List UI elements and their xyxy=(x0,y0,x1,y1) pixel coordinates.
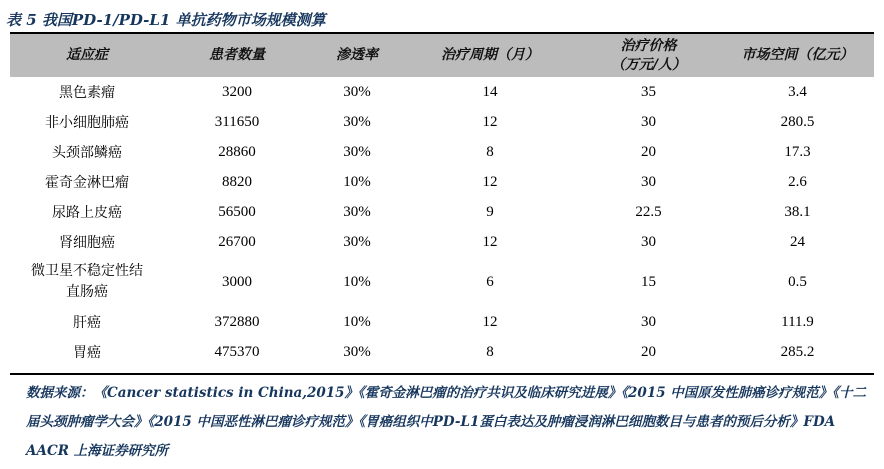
table-cell: 3.4 xyxy=(788,83,807,100)
column-header: 治疗周期（月） xyxy=(404,34,576,77)
table-cell: 20 xyxy=(641,143,656,160)
table-row xyxy=(10,307,874,337)
data-source-note: 数据来源：《Cancer statistics in China,2015》《霍奇金淋巴瘤的治疗共识及临床研究进展》《2015 中国原发性肺癌诊疗规范》《十二届头颈肿瘤学大会》《2015 中国恶性淋巴瘤诊疗规范》《胃癌组织中PD-L1蛋白表达及肿瘤浸润淋巴细胞数目与患者的预后分析》FDA AACR 上海证券研究所 xyxy=(26,385,867,459)
indication-cell: 黑色素瘤 xyxy=(59,85,115,101)
table-cell: 14 xyxy=(482,83,498,100)
table-row xyxy=(10,167,874,197)
table-cell: 56500 xyxy=(218,203,256,220)
table-row xyxy=(10,337,874,367)
table-title: 表 5 我国PD-1/PD-L1 单抗药物市场规模测算 xyxy=(6,11,326,29)
table-row xyxy=(10,107,874,137)
table-cell: 10% xyxy=(343,273,371,290)
table-cell: 30 xyxy=(641,113,656,130)
table-cell: 22.5 xyxy=(635,203,662,220)
table-cell: 30% xyxy=(343,83,371,100)
table-row xyxy=(10,227,874,257)
indication-cell: 微卫星不稳定性结 直肠癌 xyxy=(31,263,143,300)
table-cell: 12 xyxy=(482,313,498,330)
table-row xyxy=(10,137,874,167)
table-cell: 3000 xyxy=(222,273,252,290)
table-cell: 12 xyxy=(482,173,498,190)
indication-cell: 非小细胞肺癌 xyxy=(45,115,129,131)
column-header: 患者数量 xyxy=(164,34,310,77)
bottom-rule xyxy=(10,373,874,375)
column-header: 治疗价格 （万元/人） xyxy=(576,34,721,77)
table-cell: 20 xyxy=(641,343,656,360)
table-cell: 30 xyxy=(641,173,656,190)
indication-cell: 胃癌 xyxy=(73,345,101,361)
table-cell: 30 xyxy=(641,233,656,250)
table-cell: 8820 xyxy=(222,173,252,190)
table-cell: 311650 xyxy=(214,113,260,130)
indication-cell: 头颈部鳞癌 xyxy=(52,145,122,161)
table-cell: 10% xyxy=(343,173,371,190)
indication-cell: 肾细胞癌 xyxy=(59,235,115,251)
table-cell: 38.1 xyxy=(784,203,811,220)
table-cell: 475370 xyxy=(214,343,260,360)
table-cell: 3200 xyxy=(222,83,252,100)
table-header-row xyxy=(10,34,874,77)
indication-cell: 肝癌 xyxy=(73,315,101,331)
table-cell: 285.2 xyxy=(780,343,815,360)
table-cell: 30% xyxy=(343,113,371,130)
table-cell: 6 xyxy=(486,273,494,290)
table-cell: 26700 xyxy=(218,233,256,250)
table-row xyxy=(10,257,874,307)
table-cell: 372880 xyxy=(214,313,260,330)
table-cell: 24 xyxy=(790,233,805,250)
table-cell: 12 xyxy=(482,233,498,250)
table-cell: 2.6 xyxy=(788,173,807,190)
table-cell: 280.5 xyxy=(780,113,815,130)
table-cell: 9 xyxy=(486,203,494,220)
table-row xyxy=(10,77,874,107)
table-cell: 30% xyxy=(343,143,371,160)
table-row xyxy=(10,197,874,227)
table-cell: 35 xyxy=(641,83,656,100)
column-header: 适应症 xyxy=(10,34,164,77)
indication-cell: 霍奇金淋巴瘤 xyxy=(45,175,129,191)
table-cell: 30% xyxy=(343,343,371,360)
table-cell: 111.9 xyxy=(781,313,814,330)
table-cell: 8 xyxy=(486,143,494,160)
table-cell: 30 xyxy=(641,313,656,330)
table-cell: 28860 xyxy=(218,143,256,160)
table-cell: 17.3 xyxy=(784,143,811,160)
table-cell: 15 xyxy=(641,273,656,290)
indication-cell: 尿路上皮癌 xyxy=(52,205,122,221)
table-cell: 30% xyxy=(343,203,371,220)
table-cell: 0.5 xyxy=(788,273,807,290)
column-header: 市场空间（亿元） xyxy=(721,34,874,77)
table-body xyxy=(10,77,874,367)
table-cell: 8 xyxy=(486,343,494,360)
table-cell: 30% xyxy=(343,233,371,250)
column-header: 渗透率 xyxy=(310,34,404,77)
table-cell: 12 xyxy=(482,113,498,130)
market-size-table xyxy=(10,34,874,367)
table-cell: 10% xyxy=(343,313,371,330)
